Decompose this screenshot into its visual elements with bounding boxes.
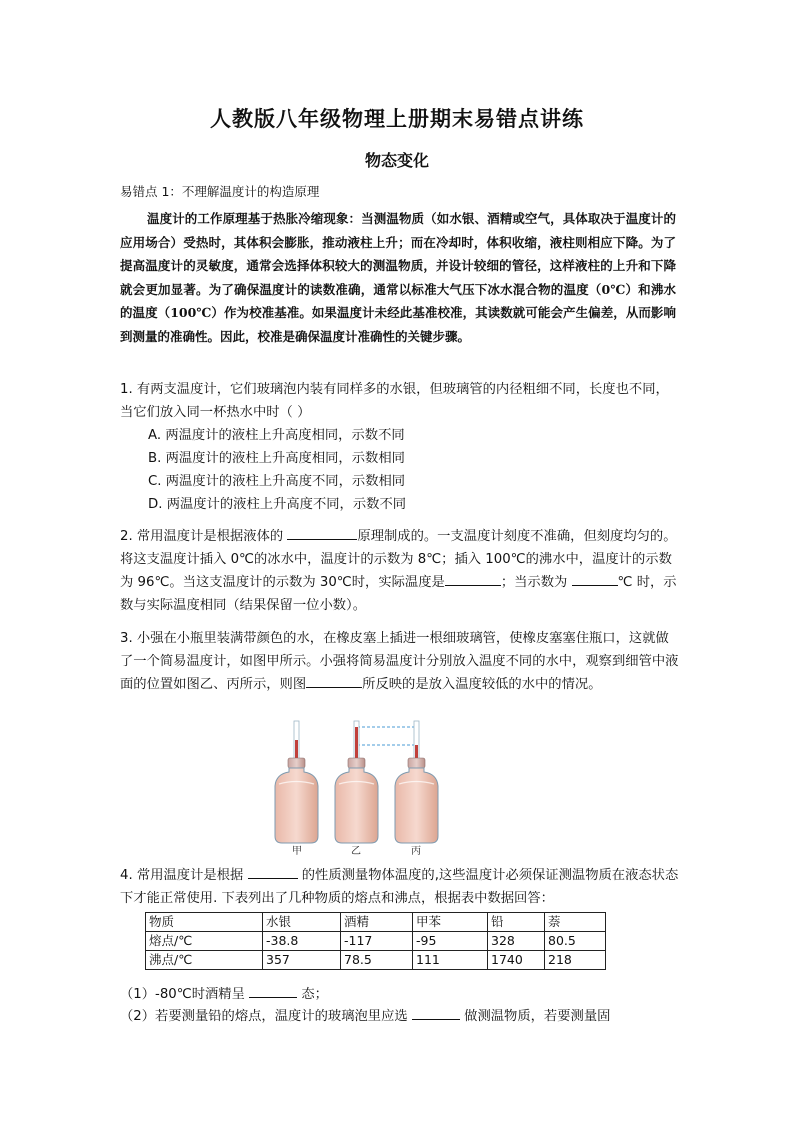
question-4-subquestion-1 (120, 983, 680, 1006)
table-cell: 80.5 (545, 932, 606, 951)
question-2-text-d: ℃ 时，示数与实际温度相同（结果保留一位小数）。 (120, 575, 677, 613)
subquestion-2-text-a: （2）若要测量铅的熔点，温度计的玻璃泡里应选 (120, 1009, 412, 1024)
question-4-text-a: 4. 常用温度计是根据 (120, 868, 248, 883)
page-title: 人教版八年级物理上册期末易错点讲练 (210, 106, 584, 131)
figure-label-yi: 乙 (351, 846, 361, 856)
table-header-cell: 酒精 (341, 913, 413, 932)
bottle-jia (275, 721, 318, 843)
question-1-option-c: C. 两温度计的液柱上升高度不同，示数相同 (148, 474, 406, 489)
answer-blank[interactable] (412, 1005, 460, 1020)
question-4 (120, 864, 680, 910)
table-cell: 328 (488, 932, 545, 951)
table-header-cell: 铅 (488, 913, 545, 932)
answer-blank[interactable] (249, 983, 297, 998)
table-cell: 沸点/℃ (146, 951, 263, 970)
question-4-subquestion-2 (120, 1005, 680, 1028)
table-row (146, 932, 606, 951)
table-cell: -95 (413, 932, 488, 951)
table-header-cell: 物质 (146, 913, 263, 932)
answer-blank[interactable] (248, 864, 298, 879)
table-cell: -117 (341, 932, 413, 951)
error-point-heading: 易错点 1：不理解温度计的构造原理 (120, 184, 320, 199)
table-cell: -38.8 (263, 932, 341, 951)
question-1-stem: 1. 有两支温度计，它们玻璃泡内装有同样多的水银，但玻璃管的内径粗细不同，长度也不同，当它们放入同一杯热水中时（ ） (120, 382, 669, 420)
table-cell: 111 (413, 951, 488, 970)
answer-blank[interactable] (445, 571, 501, 586)
table-cell: 78.5 (341, 951, 413, 970)
table-header-cell: 水银 (263, 913, 341, 932)
question-1-option-b: B. 两温度计的液柱上升高度相同，示数相同 (148, 451, 405, 466)
figure-label-bing: 丙 (411, 846, 421, 856)
question-1-option-d: D. 两温度计的液柱上升高度不同，示数不同 (148, 497, 407, 512)
error-point-explanation: 温度计的工作原理基于热胀冷缩现象：当测温物质（如水银、酒精或空气，具体取决于温度计的应用场合）受热时，其体积会膨胀，推动液柱上升；而在冷却时，体积收缩，液柱则相应下降。为了提高温度计的灵敏度，通常会选择体积较大的测温物质，并设计较细的管径，这样液柱的上升和下降就会更加显著。为了确保温度计的读数准确，通常以标准大气压下冰水混合物的温度（0℃）和沸水的温度（100℃）作为校准基准。如果温度计未经此基准校准，其读数就可能会产生偏差，从而影响到测量的准确性。因此，校准是确保温度计准确性的关键步骤。 (120, 211, 676, 344)
question-1-option-a: A. 两温度计的液柱上升高度相同，示数不同 (148, 428, 405, 443)
question-2-text-c: ；当示数为 (500, 575, 572, 590)
subquestion-1-text-a: （1）-80℃时酒精呈 (120, 987, 250, 1002)
question-1 (120, 378, 680, 516)
question-2 (120, 525, 680, 617)
answer-blank[interactable] (287, 525, 357, 540)
figure-label-jia: 甲 (292, 846, 302, 856)
question-2-text-a: 2. 常用温度计是根据液体的 (120, 529, 288, 544)
page-subtitle: 物态变化 (364, 151, 429, 170)
bottle-thermometer-figure (265, 716, 455, 856)
table-cell: 357 (263, 951, 341, 970)
table-header-cell: 萘 (545, 913, 606, 932)
subquestion-1-text-b: 态； (297, 987, 328, 1002)
question-3-text-a: 3. 小强在小瓶里装满带颜色的水，在橡皮塞上插进一根细玻璃管，使橡皮塞塞住瓶口，这就做了一个简易温度计，如图甲所示。小强将简易温度计分别放入温度不同的水中，观察到细管中液面的位置如图乙、丙所示，则图 (120, 631, 679, 692)
melting-boiling-table (145, 912, 606, 970)
table-cell: 1740 (488, 951, 545, 970)
answer-blank[interactable] (572, 571, 618, 586)
table-cell: 218 (545, 951, 606, 970)
bottle-bing (395, 721, 438, 843)
question-3-text-b: 所反映的是放入温度较低的水中的情况。 (362, 677, 602, 692)
question-4-text-b: 的性质测量物体温度的,这些温度计必须保证测温物质在液态状态下才能正常使用. 下表列出了几种物质的熔点和沸点，根据表中数据回答： (120, 868, 679, 906)
table-header-cell: 甲苯 (413, 913, 488, 932)
bottle-yi (335, 721, 378, 843)
question-3 (120, 627, 680, 696)
table-cell: 熔点/℃ (146, 932, 263, 951)
answer-blank[interactable] (306, 673, 362, 688)
table-row (146, 951, 606, 970)
subquestion-2-text-b: 做测温物质，若要测量固 (459, 1009, 611, 1024)
table-header-row (146, 913, 606, 932)
question-2-text-b: 原理制成的。一支温度计刻度不准确，但刻度均匀的。将这支温度计插入 0℃的冰水中，温度计的示数为 8℃；插入 100℃的沸水中，温度计的示数为 96℃。当这支温度计的示数为 30℃时，实际温度是 (120, 529, 677, 590)
